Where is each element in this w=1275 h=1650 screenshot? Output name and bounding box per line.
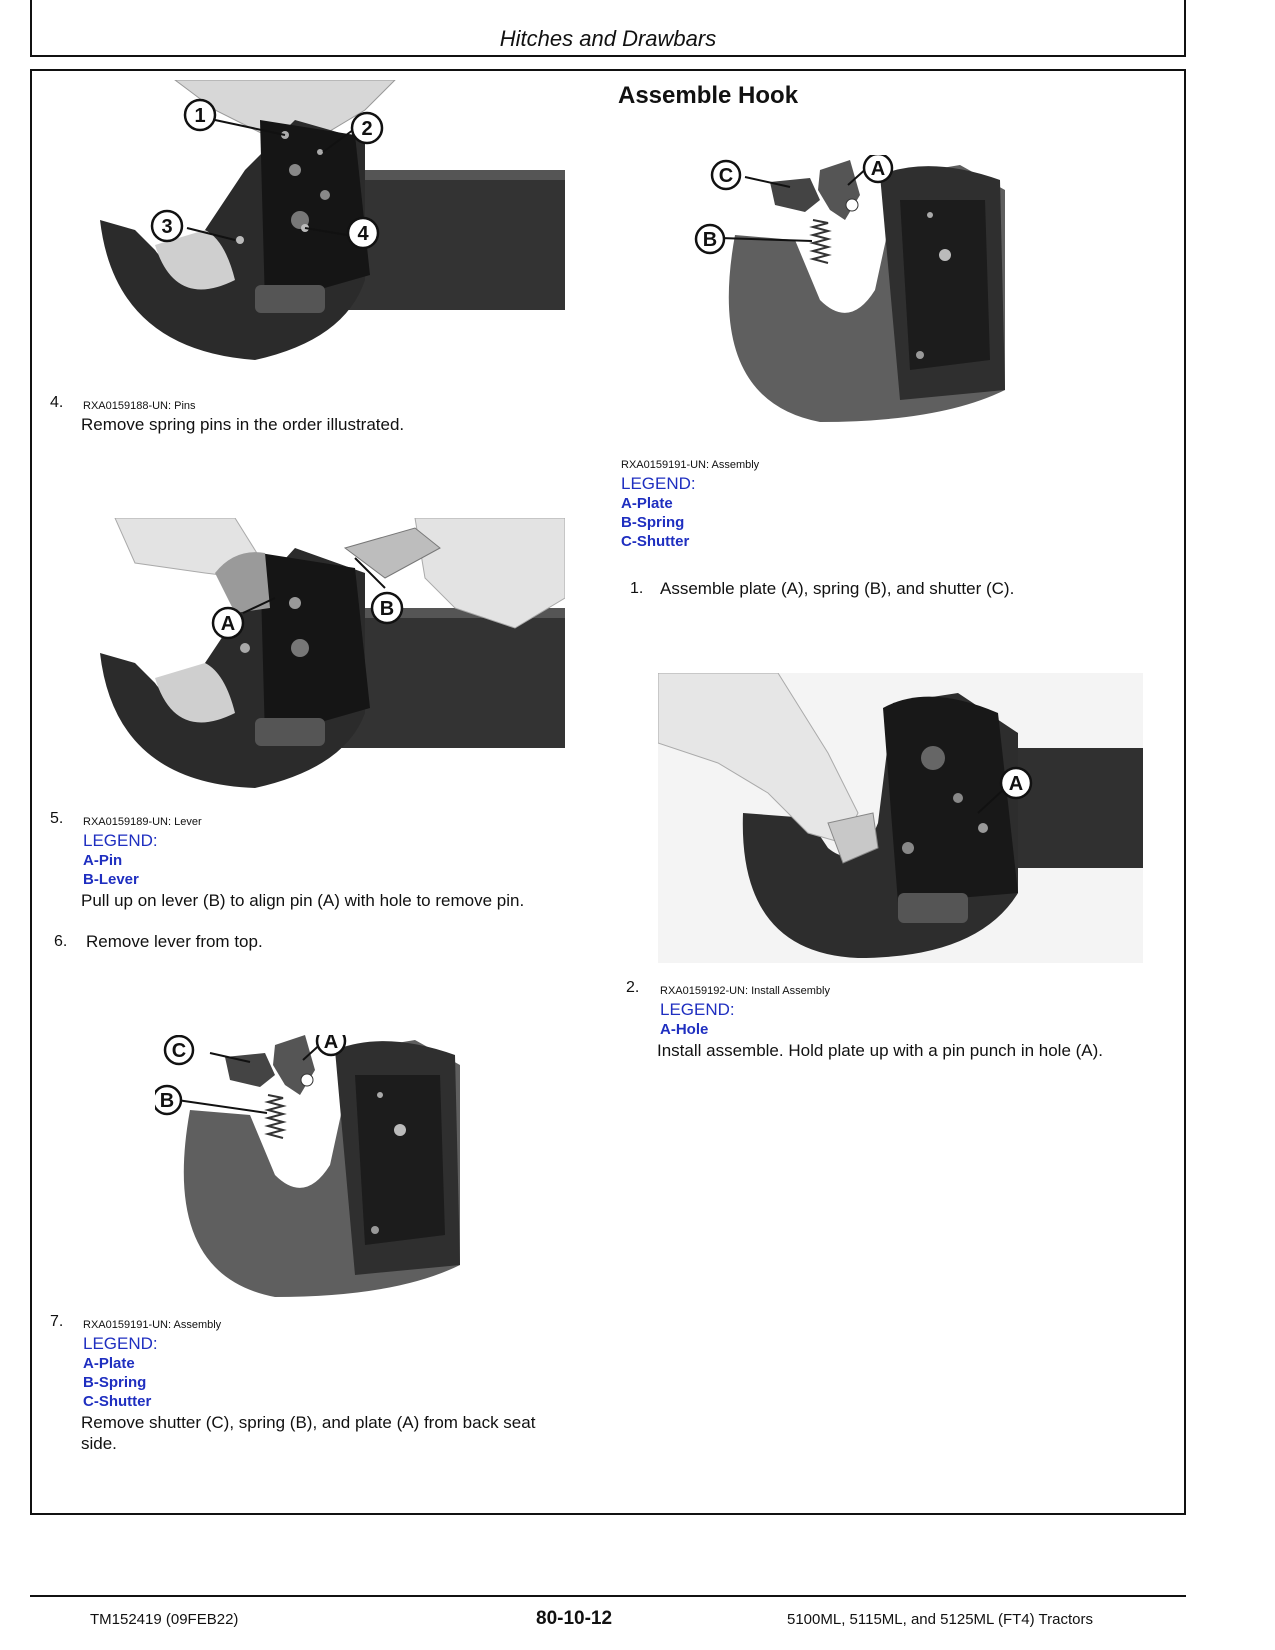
callout-c [712,161,740,189]
figure-code-assembly-right: RXA0159191-UN: Assembly [621,459,760,471]
legend-item-pin: A-Pin [83,852,123,869]
step-4-text: Remove spring pins in the order illustrated. [81,415,405,434]
callout-3 [152,211,182,241]
callout-b [372,593,402,623]
legend-title-lever: LEGEND: [83,831,158,850]
callout-c [165,1036,193,1064]
callout-4 [348,218,378,248]
legend-item-plate: A-Plate [621,495,673,512]
figure-code-install-assembly: RXA0159192-UN: Install Assembly [660,985,830,997]
page-header [30,0,1186,57]
footer-product: 5100ML, 5115ML, and 5125ML (FT4) Tractors [787,1611,1093,1628]
figure-install-assembly [658,673,1143,963]
legend-title-assembly-right: LEGEND: [621,474,696,493]
svg-text:C: C [171,1040,187,1062]
step-6-number: 6. [54,933,68,950]
legend-title-assembly-left: LEGEND: [83,1334,158,1353]
footer-rule [30,1595,1186,1597]
callout-1 [185,100,215,130]
legend-title-install: LEGEND: [660,1000,735,1019]
legend-item-spring: B-Spring [621,514,685,531]
step-4-number: 4. [50,394,64,411]
svg-text:3: 3 [161,216,173,238]
header-title: Hitches and Drawbars [499,26,717,51]
callout-a [1001,768,1031,798]
step-2-number: 2. [626,979,640,996]
svg-text:2: 2 [361,118,373,140]
legend-item-lever: B-Lever [83,871,139,888]
step-5-text: Pull up on lever (B) to align pin (A) with hole to remove pin. [81,891,525,910]
callout-a [213,608,243,638]
legend-item-spring: B-Spring [83,1374,147,1391]
step-7-number: 7. [50,1313,64,1330]
callout-a [864,155,892,182]
svg-text:C: C [718,165,734,187]
footer-page-number: 80-10-12 [536,1608,613,1629]
svg-text:B: B [702,229,718,251]
figure-code-lever: RXA0159189-UN: Lever [83,816,202,828]
callout-b [696,225,724,253]
svg-text:A: A [323,1035,339,1053]
svg-text:1: 1 [194,105,206,127]
legend-item-plate: A-Plate [83,1355,135,1372]
callout-2 [352,113,382,143]
step-6-text: Remove lever from top. [86,932,263,951]
step-7-text-line-1: Remove shutter (C), spring (B), and plate (A) from back seat [81,1413,536,1432]
figure-lever [95,518,565,803]
legend-item-shutter: C-Shutter [621,533,690,550]
callout-a [317,1035,345,1055]
step-1-text: Assemble plate (A), spring (B), and shutter (C). [660,579,1015,598]
svg-text:B: B [379,598,395,620]
svg-text:B: B [159,1090,175,1112]
callout-b [155,1086,181,1114]
section-title: Assemble Hook [618,82,799,109]
legend-item-shutter: C-Shutter [83,1393,152,1410]
step-2-text: Install assemble. Hold plate up with a pin punch in hole (A). [657,1041,1104,1060]
step-5-number: 5. [50,810,64,827]
step-1-number: 1. [630,580,644,597]
legend-item-hole: A-Hole [660,1021,709,1038]
footer-doc-id: TM152419 (09FEB22) [90,1611,239,1628]
step-7-text-line-2: side. [81,1434,117,1453]
svg-text:A: A [870,158,886,180]
figure-code-pins: RXA0159188-UN: Pins [83,400,196,412]
figure-assembly-left [155,1035,480,1305]
svg-text:A: A [220,613,236,635]
figure-assembly-right [690,155,1020,430]
svg-text:4: 4 [357,223,369,245]
figure-code-assembly-left: RXA0159191-UN: Assembly [83,1319,222,1331]
svg-text:A: A [1008,773,1024,795]
figure-pins [95,80,565,375]
